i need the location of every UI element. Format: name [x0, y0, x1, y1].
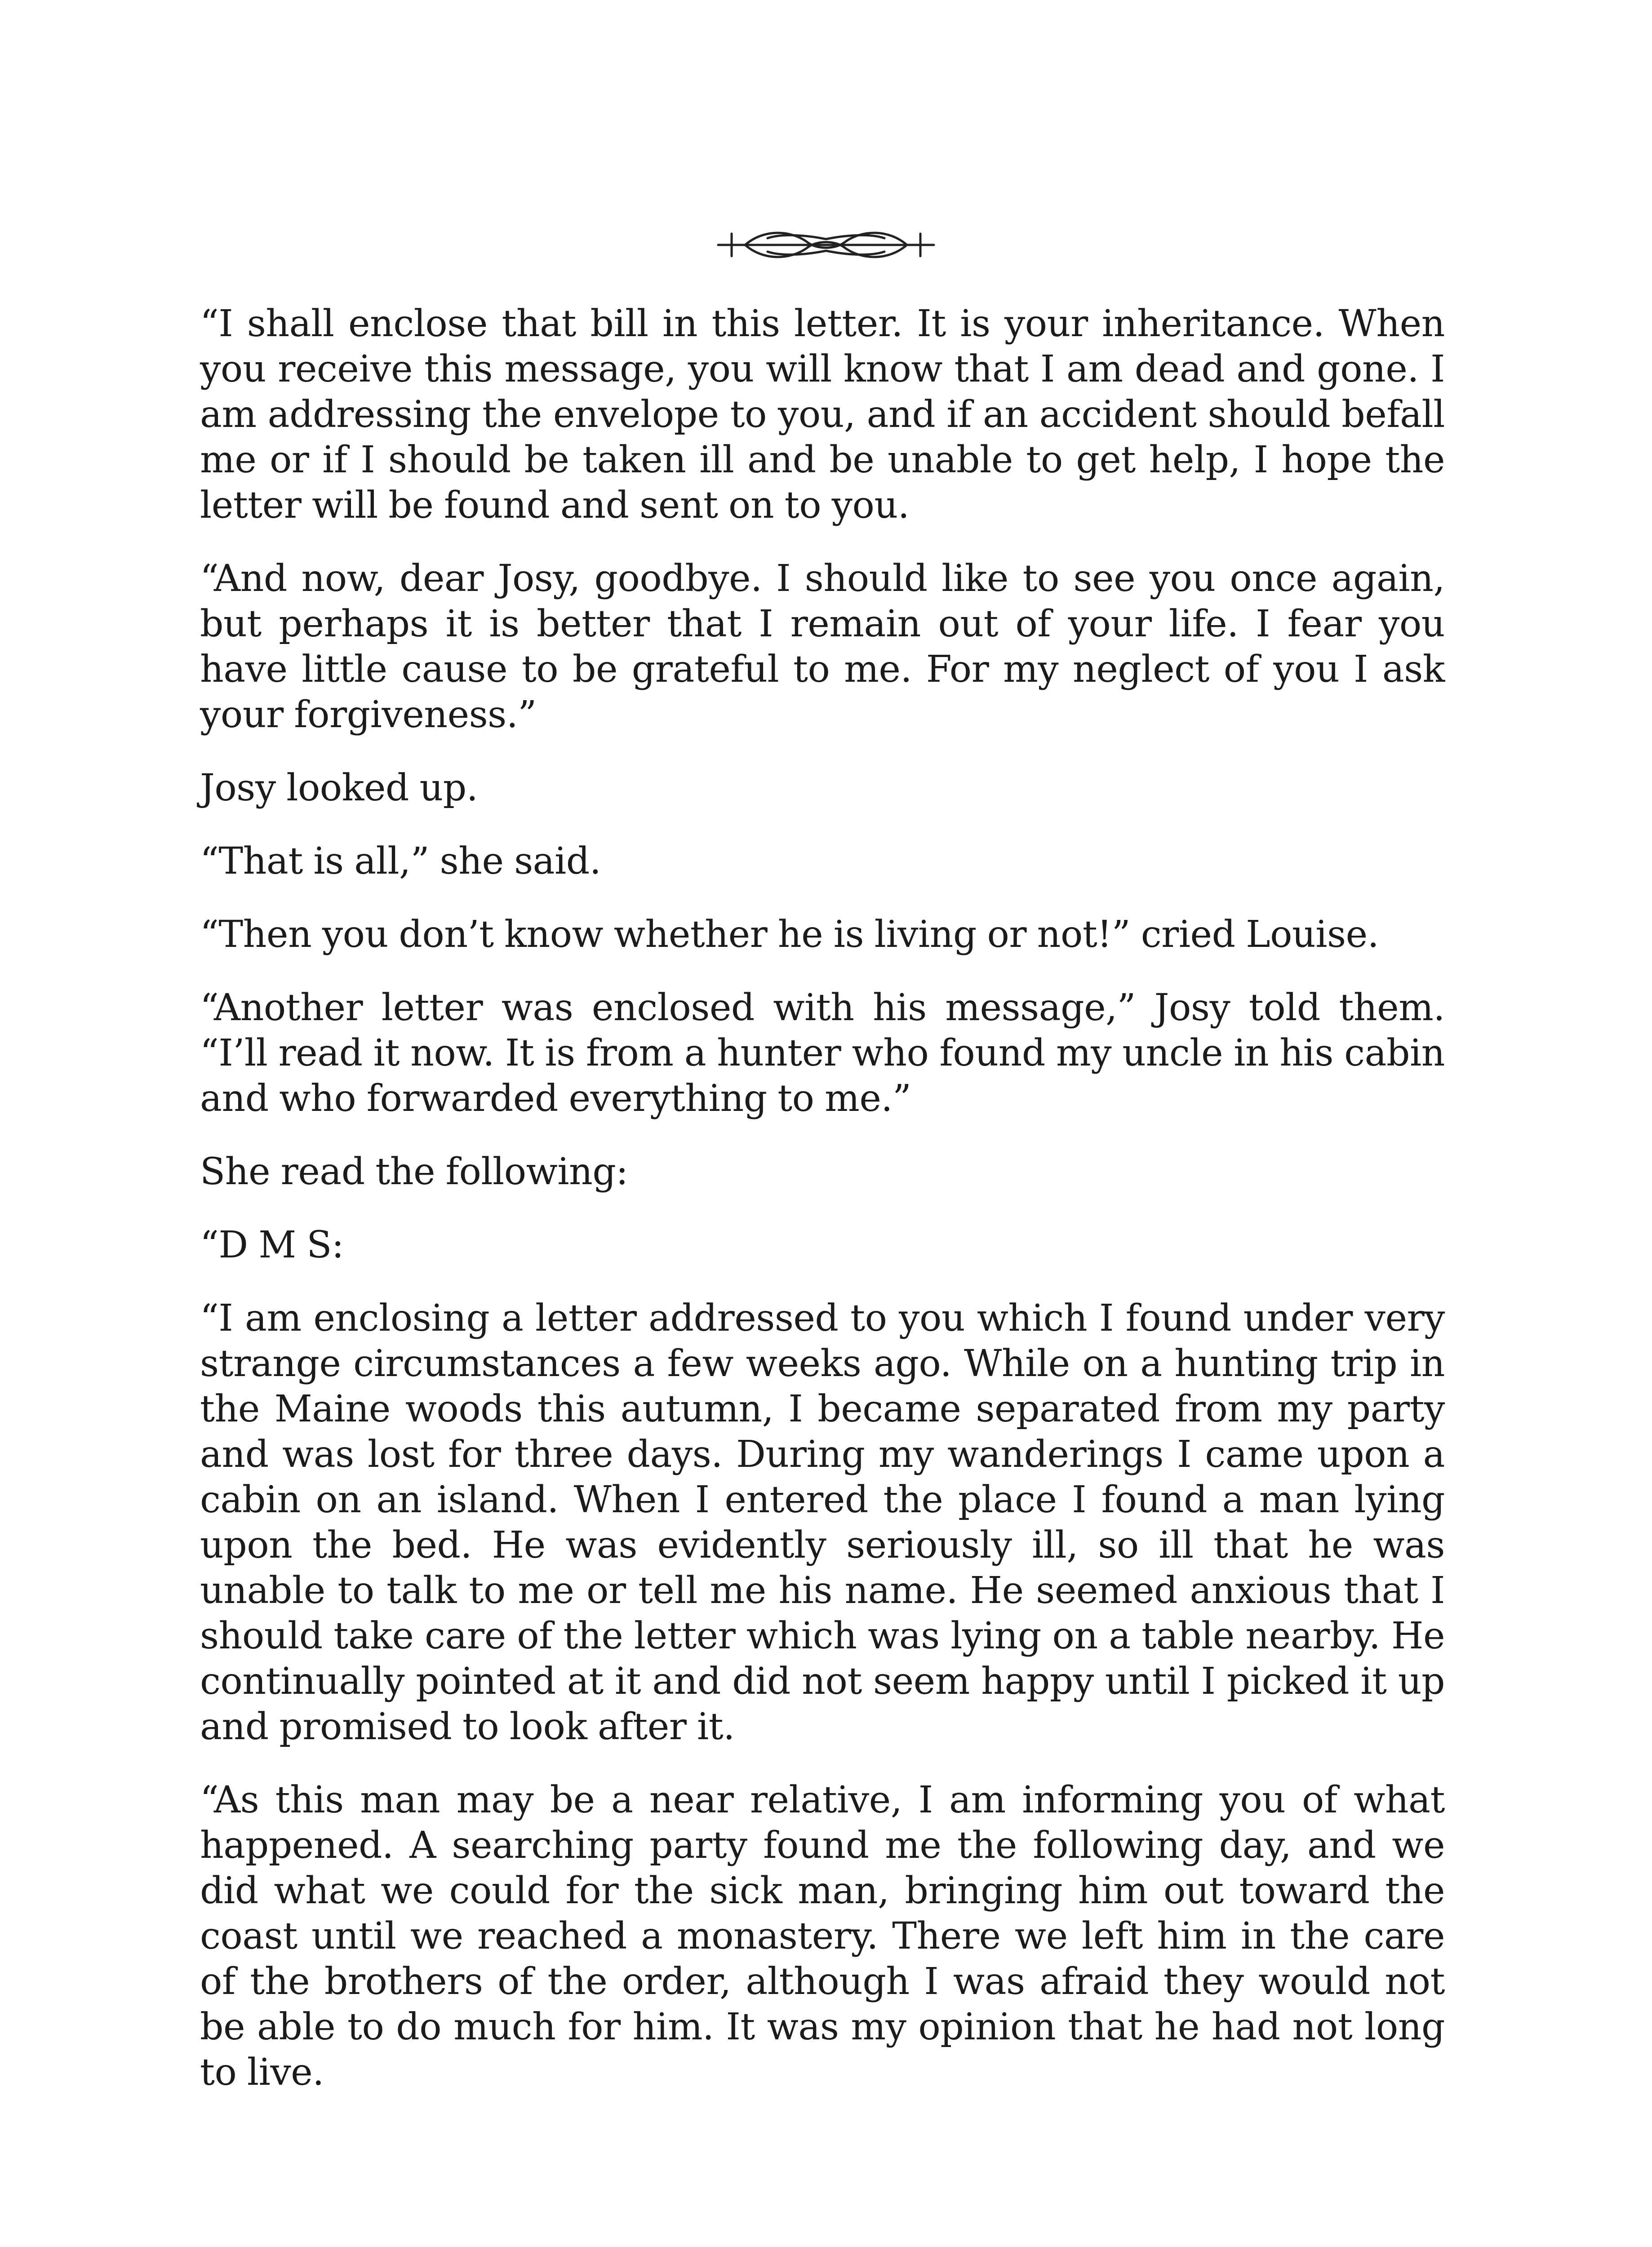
paragraph: “I am enclosing a letter addressed to you which I found under very strange circumstances a few weeks ago. While on a hunting trip in the Maine woods this autumn, I became separated from my party and was lost for three days. During my wanderings I came upon a cabin on an island. When I entered the place I found a man lying upon the bed. He was evidently seriously ill, so ill that he was unable to talk to me or tell me his name. He seemed anxious that I should take care of the letter which was lying on a table nearby. He continually pointed at it and did not seem happy until I picked it up and promised to look after it.	[200, 1297, 1445, 1748]
decorative-scroll-icon	[714, 225, 938, 265]
paragraph: “Another letter was enclosed with his message,” Josy told them. “I’ll read it now. It is from a hunter who found my uncle in his cabin and who forwarded everything to me.”	[200, 986, 1445, 1120]
paragraph: “Then you don’t know whether he is living or not!” cried Louise.	[200, 913, 1379, 956]
paragraph: “As this man may be a near relative, I am informing you of what happened. A searching party found me the following day, and we did what we could for the sick man, bringing him out toward the coast until we reached a monastery. There we left him in the care of the brothers of the order, although I was afraid they would not be able to do much for him. It was my opinion that he had not long to live.	[200, 1779, 1445, 2094]
paragraph: “I shall enclose that bill in this letter. It is your inheritance. When you receive this message, you will know that I am dead and gone. I am addressing the envelope to you, and if an accident should befall me or if I should be taken ill and be unable to get help, I hope the letter will be found and sent on to you.	[200, 302, 1445, 527]
paragraph: “And now, dear Josy, goodbye. I should like to see you once again, but perhaps it is better that I remain out of your life. I fear you have little cause to be grateful to me. For my neglect of you I ask your forgiveness.”	[200, 557, 1445, 736]
paragraph: She read the following:	[200, 1150, 628, 1193]
paragraph: Josy looked up.	[200, 767, 478, 809]
paragraph: “D M S:	[200, 1224, 344, 1266]
paragraph: “That is all,” she said.	[200, 840, 601, 883]
body-text	[200, 301, 1445, 2123]
